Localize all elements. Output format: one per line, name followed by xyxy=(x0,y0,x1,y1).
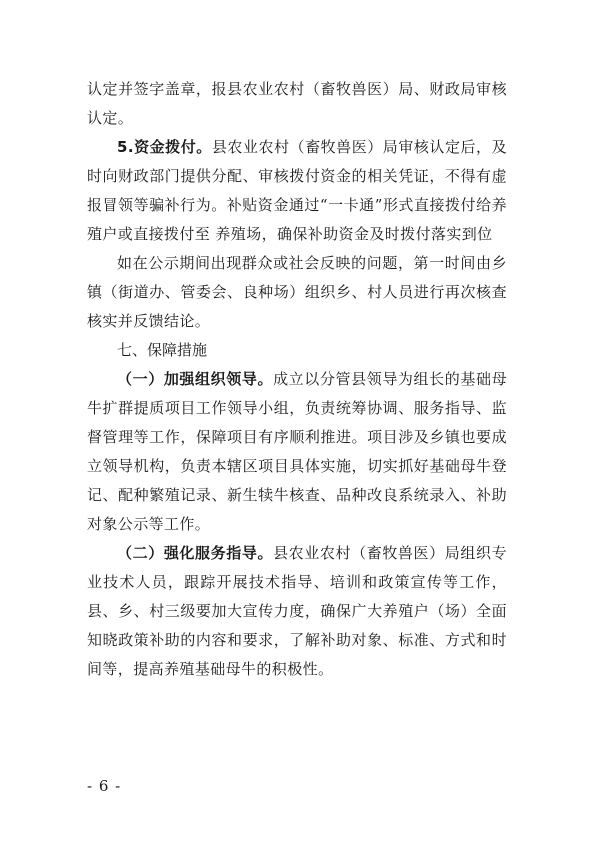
paragraph-organization-leadership xyxy=(87,365,507,539)
paragraph-fund-disbursement xyxy=(87,133,507,249)
paragraph-public-notice xyxy=(87,249,507,336)
paragraph-approval-continued xyxy=(87,75,507,133)
paragraph-text: 如在公示期间出现群众或社会反映的问题，第一时间由乡镇（街道办、管委会、良种场）组织乡、村人员进行再次核查核实并反馈结论。 xyxy=(87,254,507,330)
section-heading: 七、保障措施 xyxy=(117,341,208,359)
paragraph-text: 县农业农村（畜牧兽医）局组织专业技术人员，跟踪开展技术指导、培训和政策宣传等工作，县、乡、村三级要加大宣传力度，确保广大养殖户（场）全面知晓政策补助的内容和要求，了解补助对象、标准、方式和时间等，提高养殖基础母牛的积极性。 xyxy=(87,544,507,678)
paragraph-service-guidance xyxy=(87,539,507,684)
document-body xyxy=(87,75,507,684)
paragraph-lead: （二）强化服务指导。 xyxy=(117,544,274,562)
paragraph-lead: 5.资金拨付。 xyxy=(117,138,212,156)
paragraph-text: 县农业农村（畜牧兽医）局审核认定后，及时向财政部门提供分配、审核拨付资金的相关凭证，不得有虚报冒领等骗补行为。补贴资金通过“一卡通”形式直接拨付给养殖户或直接拨付至 养殖场，确保补助资金及时拨付落实到位 xyxy=(87,138,508,243)
paragraph-lead: （一）加强组织领导。 xyxy=(117,370,274,388)
page-number: - 6 - xyxy=(87,777,122,795)
paragraph-text: 成立以分管县领导为组长的基础母牛扩群提质项目工作领导小组，负责统筹协调、服务指导、监督管理等工作，保障项目有序顺利推进。项目涉及乡镇也要成立领导机构，负责本辖区项目具体实施，切实抓好基础母牛登记、配种繁殖记录、新生犊牛核查、品种改良系统录入、补助对象公示等工作。 xyxy=(87,370,507,533)
paragraph-text: 认定并签字盖章，报县农业农村（畜牧兽医）局、财政局审核认定。 xyxy=(87,80,507,127)
